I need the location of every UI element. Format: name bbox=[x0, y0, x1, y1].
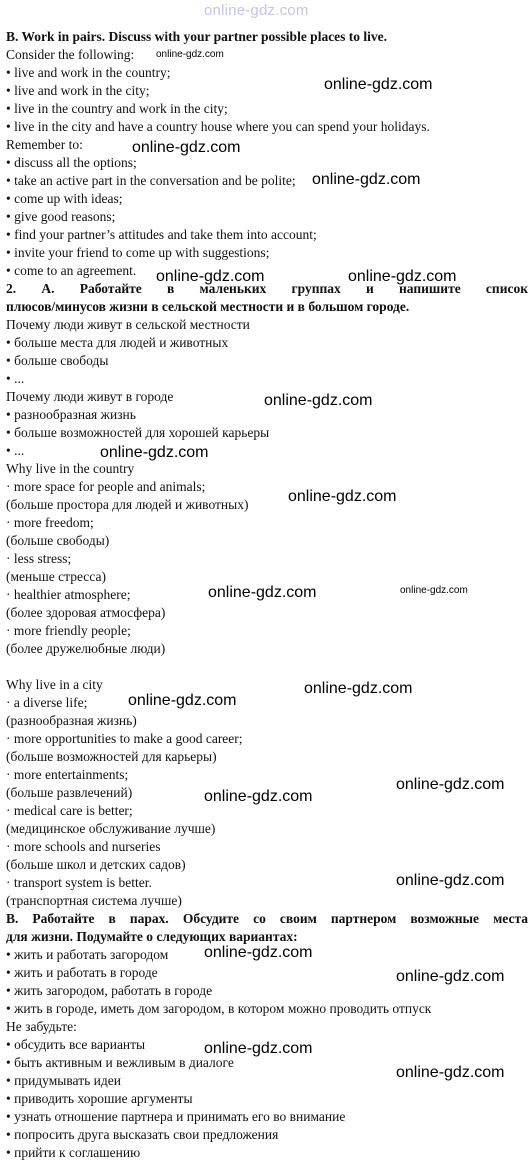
list-item: • быть активным и вежливым в диалоге bbox=[6, 1055, 234, 1070]
translation-line: (больше развлечений) bbox=[6, 785, 133, 800]
watermark: online-gdz.com bbox=[348, 268, 457, 285]
translation-line: (больше школ и детских садов) bbox=[6, 857, 186, 872]
task-2a-heading-cont: плюсов/минусов жизни в сельской местности и в большом городе. bbox=[6, 299, 410, 314]
list-item: • обсудить все варианты bbox=[6, 1037, 146, 1052]
watermark: online-gdz.com bbox=[288, 488, 397, 505]
watermark: online-gdz.com bbox=[396, 872, 505, 889]
list-item: • ... bbox=[6, 371, 25, 386]
list-item: • come up with ideas; bbox=[6, 191, 123, 206]
list-item: • live and work in the city; bbox=[6, 83, 150, 98]
task-b-heading: B. Work in pairs. Discuss with your partner possible places to live. bbox=[6, 29, 388, 44]
watermark: online-gdz.com bbox=[204, 788, 313, 805]
task-b-ru-heading-cont: для жизни. Подумайте о следующих вариантах: bbox=[6, 929, 298, 944]
list-item: · more freedom; bbox=[6, 515, 94, 530]
list-item: · a diverse life; bbox=[6, 695, 88, 710]
list-item: • come to an agreement. bbox=[6, 263, 137, 278]
list-item: • жить загородом, работать в городе bbox=[6, 983, 213, 998]
watermark: online-gdz.com bbox=[304, 680, 413, 697]
watermark: online-gdz.com bbox=[156, 49, 224, 60]
list-item: • узнать отношение партнера и принимать его во внимание bbox=[6, 1109, 346, 1124]
translation-line: (больше простора для людей и животных) bbox=[6, 497, 249, 512]
translation-line: (более здоровая атмосфера) bbox=[6, 605, 166, 620]
text-line: Почему люди живут в сельской местности bbox=[6, 317, 250, 332]
list-item: • live in the city and have a country house where you can spend your holidays. bbox=[6, 119, 430, 134]
watermark: online-gdz.com bbox=[132, 139, 241, 156]
watermark: online-gdz.com bbox=[204, 944, 313, 961]
list-item: · medical care is better; bbox=[6, 803, 133, 818]
watermark: online-gdz.com bbox=[396, 968, 505, 985]
watermark: online-gdz.com bbox=[204, 1040, 313, 1057]
translation-line: (медицинское обслуживание лучше) bbox=[6, 821, 216, 836]
list-item: • give good reasons; bbox=[6, 209, 116, 224]
list-item: • больше свободы bbox=[6, 353, 109, 368]
translation-line: (меньше стресса) bbox=[6, 569, 106, 584]
list-item: • прийти к соглашению bbox=[6, 1145, 141, 1160]
list-item: · more space for people and animals; bbox=[6, 479, 206, 494]
list-item: · more friendly people; bbox=[6, 623, 131, 638]
list-item: · more schools and nurseries bbox=[6, 839, 161, 854]
translation-line: (разнообразная жизнь) bbox=[6, 713, 137, 728]
text-line: Why live in a city bbox=[6, 677, 103, 692]
list-item: · more entertainments; bbox=[6, 767, 129, 782]
list-item: • придумывать идеи bbox=[6, 1073, 121, 1088]
watermark: online-gdz.com bbox=[396, 776, 505, 793]
list-item: • live in the country and work in the city; bbox=[6, 101, 228, 116]
text-line: Почему люди живут в городе bbox=[6, 389, 174, 404]
text-line: Why live in the country bbox=[6, 461, 135, 476]
watermark: online-gdz.com bbox=[264, 392, 373, 409]
text-line: Consider the following: bbox=[6, 47, 135, 62]
translation-line: (больше возможностей для карьеры) bbox=[6, 749, 217, 764]
text-line: Не забудьте: bbox=[6, 1019, 77, 1034]
translation-line: (больше свободы) bbox=[6, 533, 110, 548]
watermark: online-gdz.com bbox=[396, 1064, 505, 1081]
translation-line: (транспортная система лучше) bbox=[6, 893, 182, 908]
list-item: • жить и работать загородом bbox=[6, 947, 169, 962]
list-item: • жить в городе, иметь дом загородом, в котором можно проводить отпуск bbox=[6, 1001, 432, 1016]
watermark: online-gdz.com bbox=[312, 171, 421, 188]
list-item: • жить и работать в городе bbox=[6, 965, 158, 980]
watermark-top: online-gdz.com bbox=[204, 2, 309, 19]
list-item: · healthier atmosphere; bbox=[6, 587, 131, 602]
translation-line: (более дружелюбные люди) bbox=[6, 641, 166, 656]
list-item: • приводить хорошие аргументы bbox=[6, 1091, 193, 1106]
watermark: online-gdz.com bbox=[128, 692, 237, 709]
list-item: · less stress; bbox=[6, 551, 72, 566]
list-item: · transport system is better. bbox=[6, 875, 152, 890]
list-item: • ... bbox=[6, 443, 25, 458]
watermark: online-gdz.com bbox=[156, 268, 265, 285]
task-b-ru-heading: В. Работайте в парах. Обсудите со своим партнером возможные места bbox=[6, 911, 528, 926]
watermark: online-gdz.com bbox=[208, 584, 317, 601]
list-item: • больше возможностей для хорошей карьеры bbox=[6, 425, 270, 440]
list-item: • live and work in the country; bbox=[6, 65, 171, 80]
list-item: • больше места для людей и животных bbox=[6, 335, 229, 350]
list-item: • discuss all the options; bbox=[6, 155, 137, 170]
text-line: Remember to: bbox=[6, 137, 83, 152]
watermark: online-gdz.com bbox=[324, 76, 433, 93]
list-item: • разнообразная жизнь bbox=[6, 407, 136, 422]
list-item: • find your partner’s attitudes and take them into account; bbox=[6, 227, 317, 242]
list-item: · more opportunities to make a good career; bbox=[6, 731, 243, 746]
watermark: online-gdz.com bbox=[400, 585, 468, 596]
list-item: • take an active part in the conversation and be polite; bbox=[6, 173, 296, 188]
list-item: • попросить друга высказать свои предложения bbox=[6, 1127, 279, 1142]
task-2a-heading: 2. А. Работайте в маленьких группах и напишите список bbox=[6, 281, 528, 296]
list-item: • invite your friend to come up with suggestions; bbox=[6, 245, 270, 260]
watermark: online-gdz.com bbox=[100, 444, 209, 461]
